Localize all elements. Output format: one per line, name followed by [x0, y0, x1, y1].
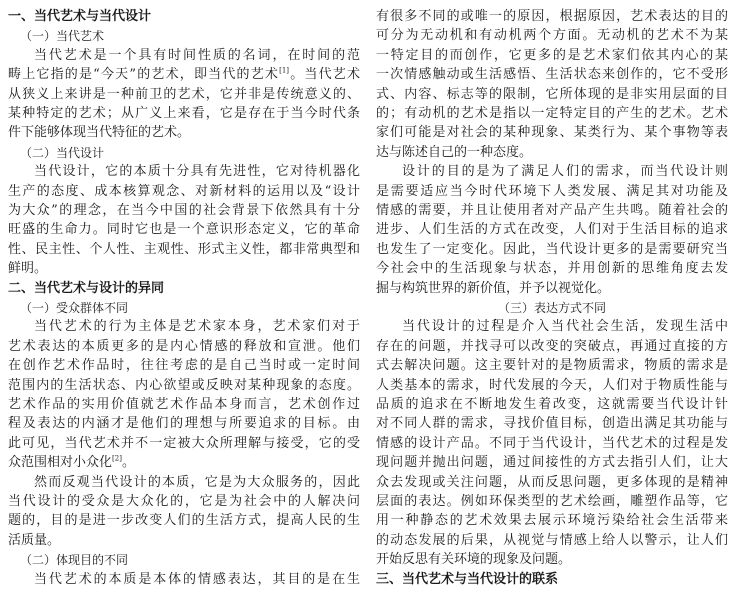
line-text: 众去发现或关注问题，从而反思问题，更多体现的是精神 — [376, 474, 728, 490]
paragraph-line — [376, 104, 728, 124]
line-text: 家们可能是对社会的某种现象、某类行为、某个事物等表 — [376, 125, 728, 141]
line-text: 可分为无动机和有动机两个方面。无动机的艺术不为某 — [376, 28, 728, 44]
paragraph-line — [376, 143, 532, 163]
paragraph-line — [376, 337, 728, 357]
paragraph-line — [8, 453, 135, 473]
citation-marker: [1] — [279, 66, 290, 75]
paragraph-line — [8, 492, 360, 512]
section-heading — [8, 279, 164, 299]
subsection-heading — [20, 298, 128, 318]
line-text-tail: 。 — [121, 455, 135, 471]
line-text: 众范围相对小众化 — [8, 455, 113, 471]
line-text: 然而反观当代设计的本质，它是为大众服务的，因此 — [34, 474, 360, 490]
line-text: 某种特定的艺术；从广义上来看，它是存在于当今时代条 — [8, 106, 360, 121]
line-text: 今社会中的生活现象与状态，并用创新的思维角度去发 — [376, 261, 728, 277]
line-text: 艺术作品的实用价值就艺术作品本身而言，艺术创作过 — [8, 397, 360, 412]
paragraph-line — [376, 550, 571, 570]
line-text: 式、内容、标志等的限制，它所体现的是非实用层面的目 — [376, 86, 728, 102]
line-text: 品质的追求在不断地发生着改变，这就需要当代设计针 — [376, 397, 728, 412]
line-text: （一）当代艺术 — [20, 29, 105, 44]
paragraph-line — [376, 26, 728, 46]
line-text: 为大众”的理念，在当今中国的社会背景下依然具有十分 — [8, 203, 360, 218]
line-text: 题的，目的是进一步改变人们的生活方式，提高人民的生 — [8, 513, 360, 529]
paragraph-line — [376, 123, 728, 143]
paragraph-line — [8, 104, 360, 124]
line-text: 掘与构筑世界的新价值，并予以视觉化。 — [376, 280, 611, 296]
line-text: 此可见，当代艺术并不一定被大众所理解与接受，它的受 — [8, 435, 360, 451]
paragraph-line — [8, 65, 360, 85]
paragraph-line — [376, 531, 728, 551]
line-text: 开始反思有关环境的现象及问题。 — [376, 552, 572, 568]
paragraph-line — [8, 414, 360, 434]
line-text: （三）表达方式不同 — [497, 301, 606, 315]
paragraph-line — [8, 434, 360, 454]
line-text: 也发生了一定变化。因此，当代设计更多的是需要研究当 — [376, 241, 728, 257]
line-text: 范围内的生活状态、内心欲望或反映对某种现象的态度。 — [8, 377, 360, 393]
citation-marker: [2] — [112, 454, 122, 463]
line-text: 是需要适应当今时代环境下人类发展、满足其对功能及 — [376, 183, 728, 199]
paragraph-line — [376, 46, 728, 66]
paragraph-line — [376, 259, 728, 279]
line-text: 一次情感触动或生活感悟、生活状态来创作的，它不受形 — [376, 67, 728, 83]
line-text: 层面的表达。例如环保类型的艺术绘画，雕塑作品等，它 — [376, 494, 728, 509]
line-text: 进步、人们生活的方式在改变，人们对于生活目标的追求 — [376, 222, 728, 238]
paragraph-line — [8, 511, 360, 531]
paragraph-line — [376, 220, 728, 240]
paragraph-line — [8, 220, 360, 240]
line-text: （二）当代设计 — [20, 145, 105, 160]
line-text: 有很多不同的或唯一的原因，根据原因，艺术表达的目的 — [376, 9, 728, 24]
line-text: 式去解决问题。这主要针对的是物质需求，物质的需求是 — [376, 358, 728, 374]
line-text: 从狭义上来讲是一种前卫的艺术，它并非是传统意义的、 — [8, 86, 360, 102]
line-text: 当代艺术的行为主体是艺术家本身，艺术家们对于 — [34, 319, 360, 335]
paragraph-line — [376, 492, 728, 512]
line-text: 畴上它指的是“今天”的艺术，即当代的艺术 — [8, 67, 280, 83]
line-text: 人类基本的需求，时代发展的今天，人们对于物质性能与 — [376, 377, 728, 393]
line-text: 当代设计的过程是介入当代社会生活，发现生活中 — [402, 319, 728, 335]
line-text: 生产的态度、成本核算观念、对新材料的运用以及“设计 — [8, 183, 360, 199]
line-text: 达与陈述自己的一种态度。 — [376, 144, 533, 160]
paragraph-line — [8, 85, 360, 105]
paragraph-line — [376, 395, 728, 415]
paragraph-line — [376, 434, 728, 454]
subsection-heading — [20, 143, 104, 163]
line-text: 当代设计，它的本质十分具有先进性，它对待机器化 — [34, 164, 360, 180]
line-text: 一、当代艺术与当代设计 — [8, 9, 152, 24]
line-text: 的；有动机的艺术是指以一定特定目的产生的艺术。艺术 — [376, 106, 728, 121]
left-column — [8, 0, 360, 587]
line-text: 二、当代艺术与设计的异同 — [8, 280, 165, 296]
paragraph-line — [376, 279, 610, 299]
line-text: 对不同人群的需求，寻找价值目标，创造出满足其功能与 — [376, 416, 728, 432]
line-text: 性、民主性、个人性、主观性、形式主义性，都非常典型和 — [8, 241, 360, 257]
paragraph-line — [376, 376, 728, 396]
line-text: 设计的目的是为了满足人们的需求，而当代设计则 — [402, 164, 728, 180]
line-text: 当代设计的受众是大众化的，它是为社会中的人解决问 — [8, 494, 360, 509]
right-column — [376, 0, 728, 587]
line-text: （一）受众群体不同 — [20, 301, 129, 315]
paragraph-line — [376, 85, 728, 105]
line-text: 现问题并抛出问题，通过间接性的方式去指引人们，让大 — [376, 455, 728, 471]
paragraph-line — [376, 473, 728, 493]
line-text: 的动态发展的后果，从视觉与情感上给人以警示，让人们 — [376, 532, 728, 548]
line-text: 情感的设计产品。不同于当代设计，当代艺术的过程是发 — [376, 435, 728, 451]
paragraph-line — [8, 259, 47, 279]
line-text: 鲜明。 — [8, 261, 48, 277]
paragraph-line — [34, 162, 360, 182]
paragraph-line — [8, 395, 360, 415]
subsection-heading — [20, 550, 128, 570]
line-text: 一特定目的而创作，它更多的是艺术家们依其内心的某 — [376, 47, 728, 63]
paragraph-line — [34, 317, 360, 337]
section-heading — [8, 7, 151, 27]
paragraph-line — [376, 453, 728, 473]
line-text: 件下能够体现当代特征的艺术。 — [8, 125, 191, 141]
paragraph-line — [376, 201, 728, 221]
paragraph-line — [8, 240, 360, 260]
line-text: 在创作艺术作品时，往往考虑的是自己当时或一定时间 — [8, 358, 360, 374]
paragraph-line — [402, 162, 728, 182]
paragraph-line — [376, 414, 728, 434]
paragraph-line — [376, 511, 728, 531]
line-text: 艺术表达的本质更多的是内心情感的释放和宣泄。他们 — [8, 338, 360, 354]
line-text: 情感的需要，并且让使用者对产品产生共鸣。随着社会的 — [376, 203, 728, 218]
line-text: 当代艺术的本质是本体的情感表达，其目的是在生 — [34, 571, 360, 587]
paragraph-line — [402, 317, 728, 337]
section-heading — [376, 570, 558, 590]
paragraph-line — [8, 182, 360, 202]
paragraph-line — [34, 473, 360, 493]
paragraph-line — [8, 201, 360, 221]
line-text-tail: 。当代艺术 — [289, 67, 360, 83]
paragraph-line — [8, 531, 60, 551]
paragraph-line — [8, 123, 190, 143]
paragraph-line — [376, 65, 728, 85]
paragraph-line — [376, 7, 728, 27]
line-text: 当代艺术是一个具有时间性质的名词，在时间的范 — [34, 47, 360, 63]
line-text: 活质量。 — [8, 532, 61, 548]
line-text: 旺盛的生命力。同时它也是一个意识形态定义，它的革命 — [8, 222, 360, 238]
line-text: 用一种静态的艺术效果去展示环境污染给社会生活带来 — [376, 513, 728, 529]
paragraph-line — [376, 240, 728, 260]
paragraph-line — [34, 570, 360, 590]
line-text: 程及表达的内涵才是他们的理想与所要追求的目标。由 — [8, 416, 360, 432]
paragraph-line — [8, 337, 360, 357]
subsection-heading — [20, 26, 104, 46]
paragraph-line — [8, 376, 360, 396]
line-text: （二）体现目的不同 — [20, 553, 129, 568]
paragraph-line — [34, 46, 360, 66]
paragraph-line — [376, 356, 728, 376]
line-text: 三、当代艺术与当代设计的联系 — [376, 571, 559, 587]
line-text: 存在的问题，并找寻可以改变的突破点，再通过直接的方 — [376, 338, 728, 354]
subsection-heading — [376, 298, 728, 318]
paragraph-line — [376, 182, 728, 202]
paragraph-line — [8, 356, 360, 376]
